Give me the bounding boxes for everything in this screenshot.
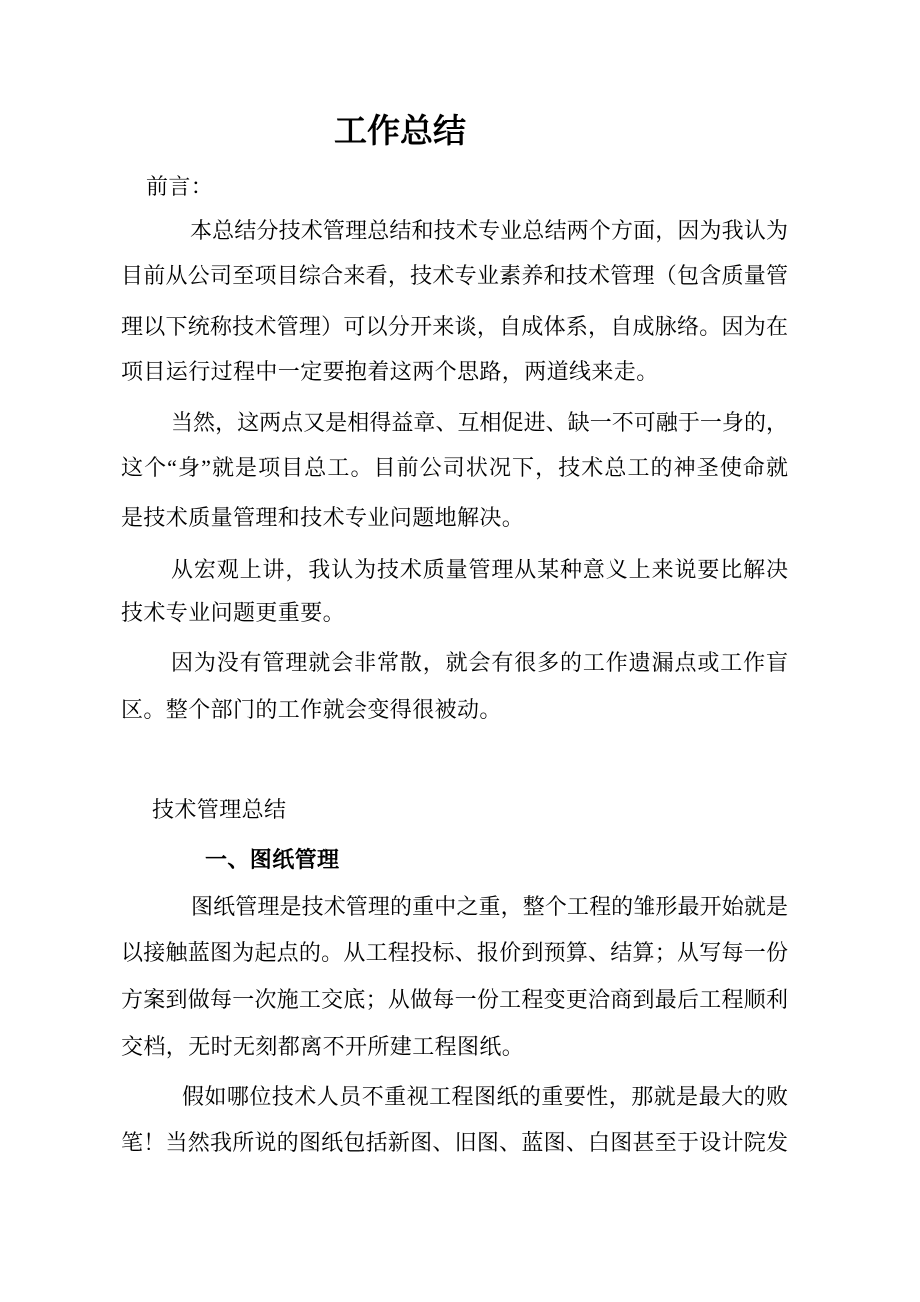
paragraph-line: 目前从公司至项目综合来看，技术专业素养和技术管理（包含质量管 [121, 263, 788, 288]
paragraph-line: 理以下统称技术管理）可以分开来谈，自成体系，自成脉络。因为在 [121, 314, 788, 339]
paragraph-line: 假如哪位技术人员不重视工程图纸的重要性，那就是最大的败 [182, 1084, 788, 1109]
paragraph-line: 项目运行过程中一定要抱着这两个思路，两道线来走。 [121, 359, 659, 384]
document-title: 工作总结 [334, 114, 466, 150]
paragraph-line: 交档，无时无刻都离不开所建工程图纸。 [121, 1034, 525, 1059]
paragraph-line: 方案到做每一次施工交底；从做每一份工程变更洽商到最后工程顺利 [121, 987, 788, 1012]
paragraph-line: 这个“身”就是项目总工。目前公司状况下，技术总工的神圣使命就 [121, 455, 788, 480]
paragraph-line: 技术专业问题更重要。 [121, 600, 346, 625]
subsection-heading: 一、图纸管理 [205, 847, 340, 872]
paragraph-line: 是技术质量管理和技术专业问题地解决。 [121, 505, 525, 530]
paragraph-line: 当然，这两点又是相得益章、互相促进、缺一不可融于一身的， [171, 410, 788, 435]
section-heading: 技术管理总结 [152, 797, 287, 822]
paragraph-line: 以接触蓝图为起点的。从工程投标、报价到预算、结算；从写每一份 [121, 940, 788, 965]
paragraph-line: 图纸管理是技术管理的重中之重，整个工程的雏形最开始就是 [191, 894, 788, 919]
preface-heading: 前言： [146, 174, 214, 199]
paragraph-line: 区。整个部门的工作就会变得很被动。 [121, 697, 502, 722]
paragraph-line: 笔！当然我所说的图纸包括新图、旧图、蓝图、白图甚至于设计院发 [121, 1130, 788, 1155]
paragraph-line: 因为没有管理就会非常散，就会有很多的工作遗漏点或工作盲 [171, 650, 788, 675]
paragraph-line: 本总结分技术管理总结和技术专业总结两个方面，因为我认为 [190, 218, 788, 243]
paragraph-line: 从宏观上讲，我认为技术质量管理从某种意义上来说要比解决 [171, 557, 788, 582]
